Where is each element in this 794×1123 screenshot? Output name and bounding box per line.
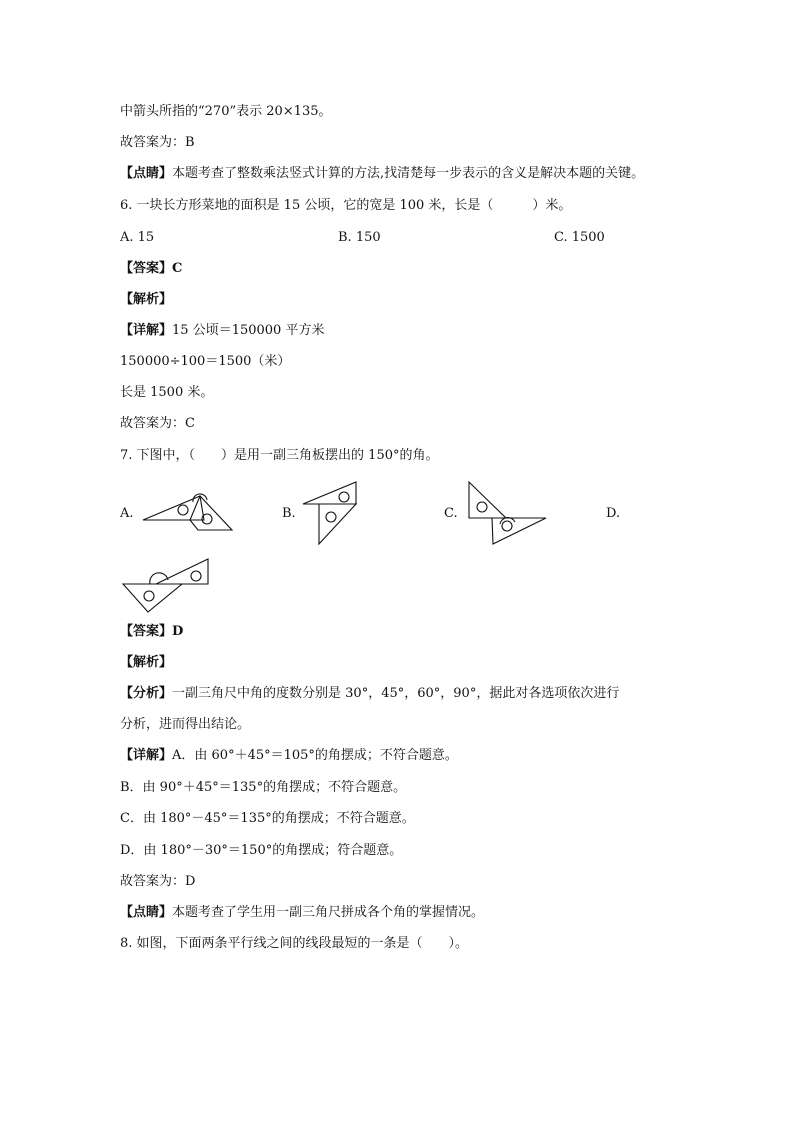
- q6-answer: 【答案】C: [120, 261, 183, 276]
- q7-analysis-heading: 【解析】: [120, 655, 173, 670]
- answer-line: 故答案为：B: [120, 135, 195, 150]
- q7-option-c-label: C.: [444, 506, 458, 521]
- q7-option-a-label: A.: [120, 506, 134, 521]
- detail-text: 15 公顷＝150000 平方米: [172, 323, 325, 338]
- analysis-text: 一副三角尺中角的度数分别是 30°，45°，60°，90°，据此对各选项依次进行: [172, 686, 620, 701]
- q7-detail-a: [120, 748, 458, 764]
- triangle-hole: [326, 512, 336, 522]
- q7-figure-a: [140, 488, 236, 534]
- q7-figure-b: [300, 480, 362, 548]
- q7-option-b-label: B.: [282, 506, 296, 521]
- q6-final: 故答案为：C: [120, 416, 195, 431]
- q7-detail-b: B．由 90°＋45°＝135°的角摆成；不符合题意。: [120, 780, 407, 795]
- q7-answer: 【答案】D: [120, 624, 184, 639]
- triangle-hole: [178, 505, 188, 515]
- question-7: 7. 下图中，（ ）是用一副三角板摆出的 150°的角。: [120, 448, 439, 463]
- comment-tag: 【点睛】: [120, 905, 173, 920]
- triangle-45: [319, 504, 356, 544]
- question-8: 8. 如图，下面两条平行线之间的线段最短的一条是（ ）。: [120, 936, 469, 951]
- triangle-30-60: [156, 559, 208, 584]
- q6-analysis-heading: 【解析】: [120, 292, 173, 307]
- q7-figure-c: [466, 480, 550, 548]
- comment-text: 本题考查了整数乘法竖式计算的方法,找清楚每一步表示的含义是解决本题的关键。: [172, 166, 645, 181]
- q6-detail: [120, 323, 324, 339]
- triangle-hole: [502, 521, 512, 531]
- q7-option-d-label: D.: [606, 506, 621, 521]
- triangle-hole: [144, 591, 154, 601]
- q7-final: 故答案为：D: [120, 874, 196, 889]
- triangle-hole: [477, 502, 487, 512]
- q6-option-b: B. 150: [338, 230, 381, 245]
- q6-option-a: A. 15: [120, 230, 155, 245]
- triangle-45: [123, 584, 182, 612]
- triangle-hole: [339, 492, 349, 502]
- analysis-tag: 【分析】: [120, 686, 173, 701]
- triangle-45: [469, 482, 506, 518]
- q7-figure-d: [120, 556, 212, 616]
- text-line: 中箭头所指的“270”表示 20×135。: [120, 104, 332, 119]
- detail-tag: 【详解】: [120, 323, 173, 338]
- q7-comment: [120, 905, 484, 921]
- q7-detail-c: C．由 180°－45°＝135°的角摆成；不符合题意。: [120, 811, 415, 826]
- detail-tag: 【详解】: [120, 748, 173, 763]
- q7-detail-d: D．由 180°－30°＝150°的角摆成；符合题意。: [120, 843, 403, 858]
- q6-calc: 150000÷100＝1500（米）: [120, 354, 291, 369]
- comment-line: [120, 166, 644, 182]
- q6-option-c: C. 1500: [554, 230, 605, 245]
- detail-text: A．由 60°＋45°＝105°的角摆成；不符合题意。: [172, 748, 458, 763]
- triangle-hole: [191, 571, 201, 581]
- triangle-30-60: [190, 496, 232, 530]
- comment-tag: 【点睛】: [120, 166, 173, 181]
- q6-result: 长是 1500 米。: [120, 385, 214, 400]
- q7-analysis-cont: 分析，进而得出结论。: [120, 717, 251, 732]
- comment-text: 本题考查了学生用一副三角尺拼成各个角的掌握情况。: [172, 905, 485, 920]
- q7-analysis: [120, 686, 619, 702]
- question-6: 6. 一块长方形菜地的面积是 15 公顷，它的宽是 100 米，长是（ ）米。: [120, 198, 572, 213]
